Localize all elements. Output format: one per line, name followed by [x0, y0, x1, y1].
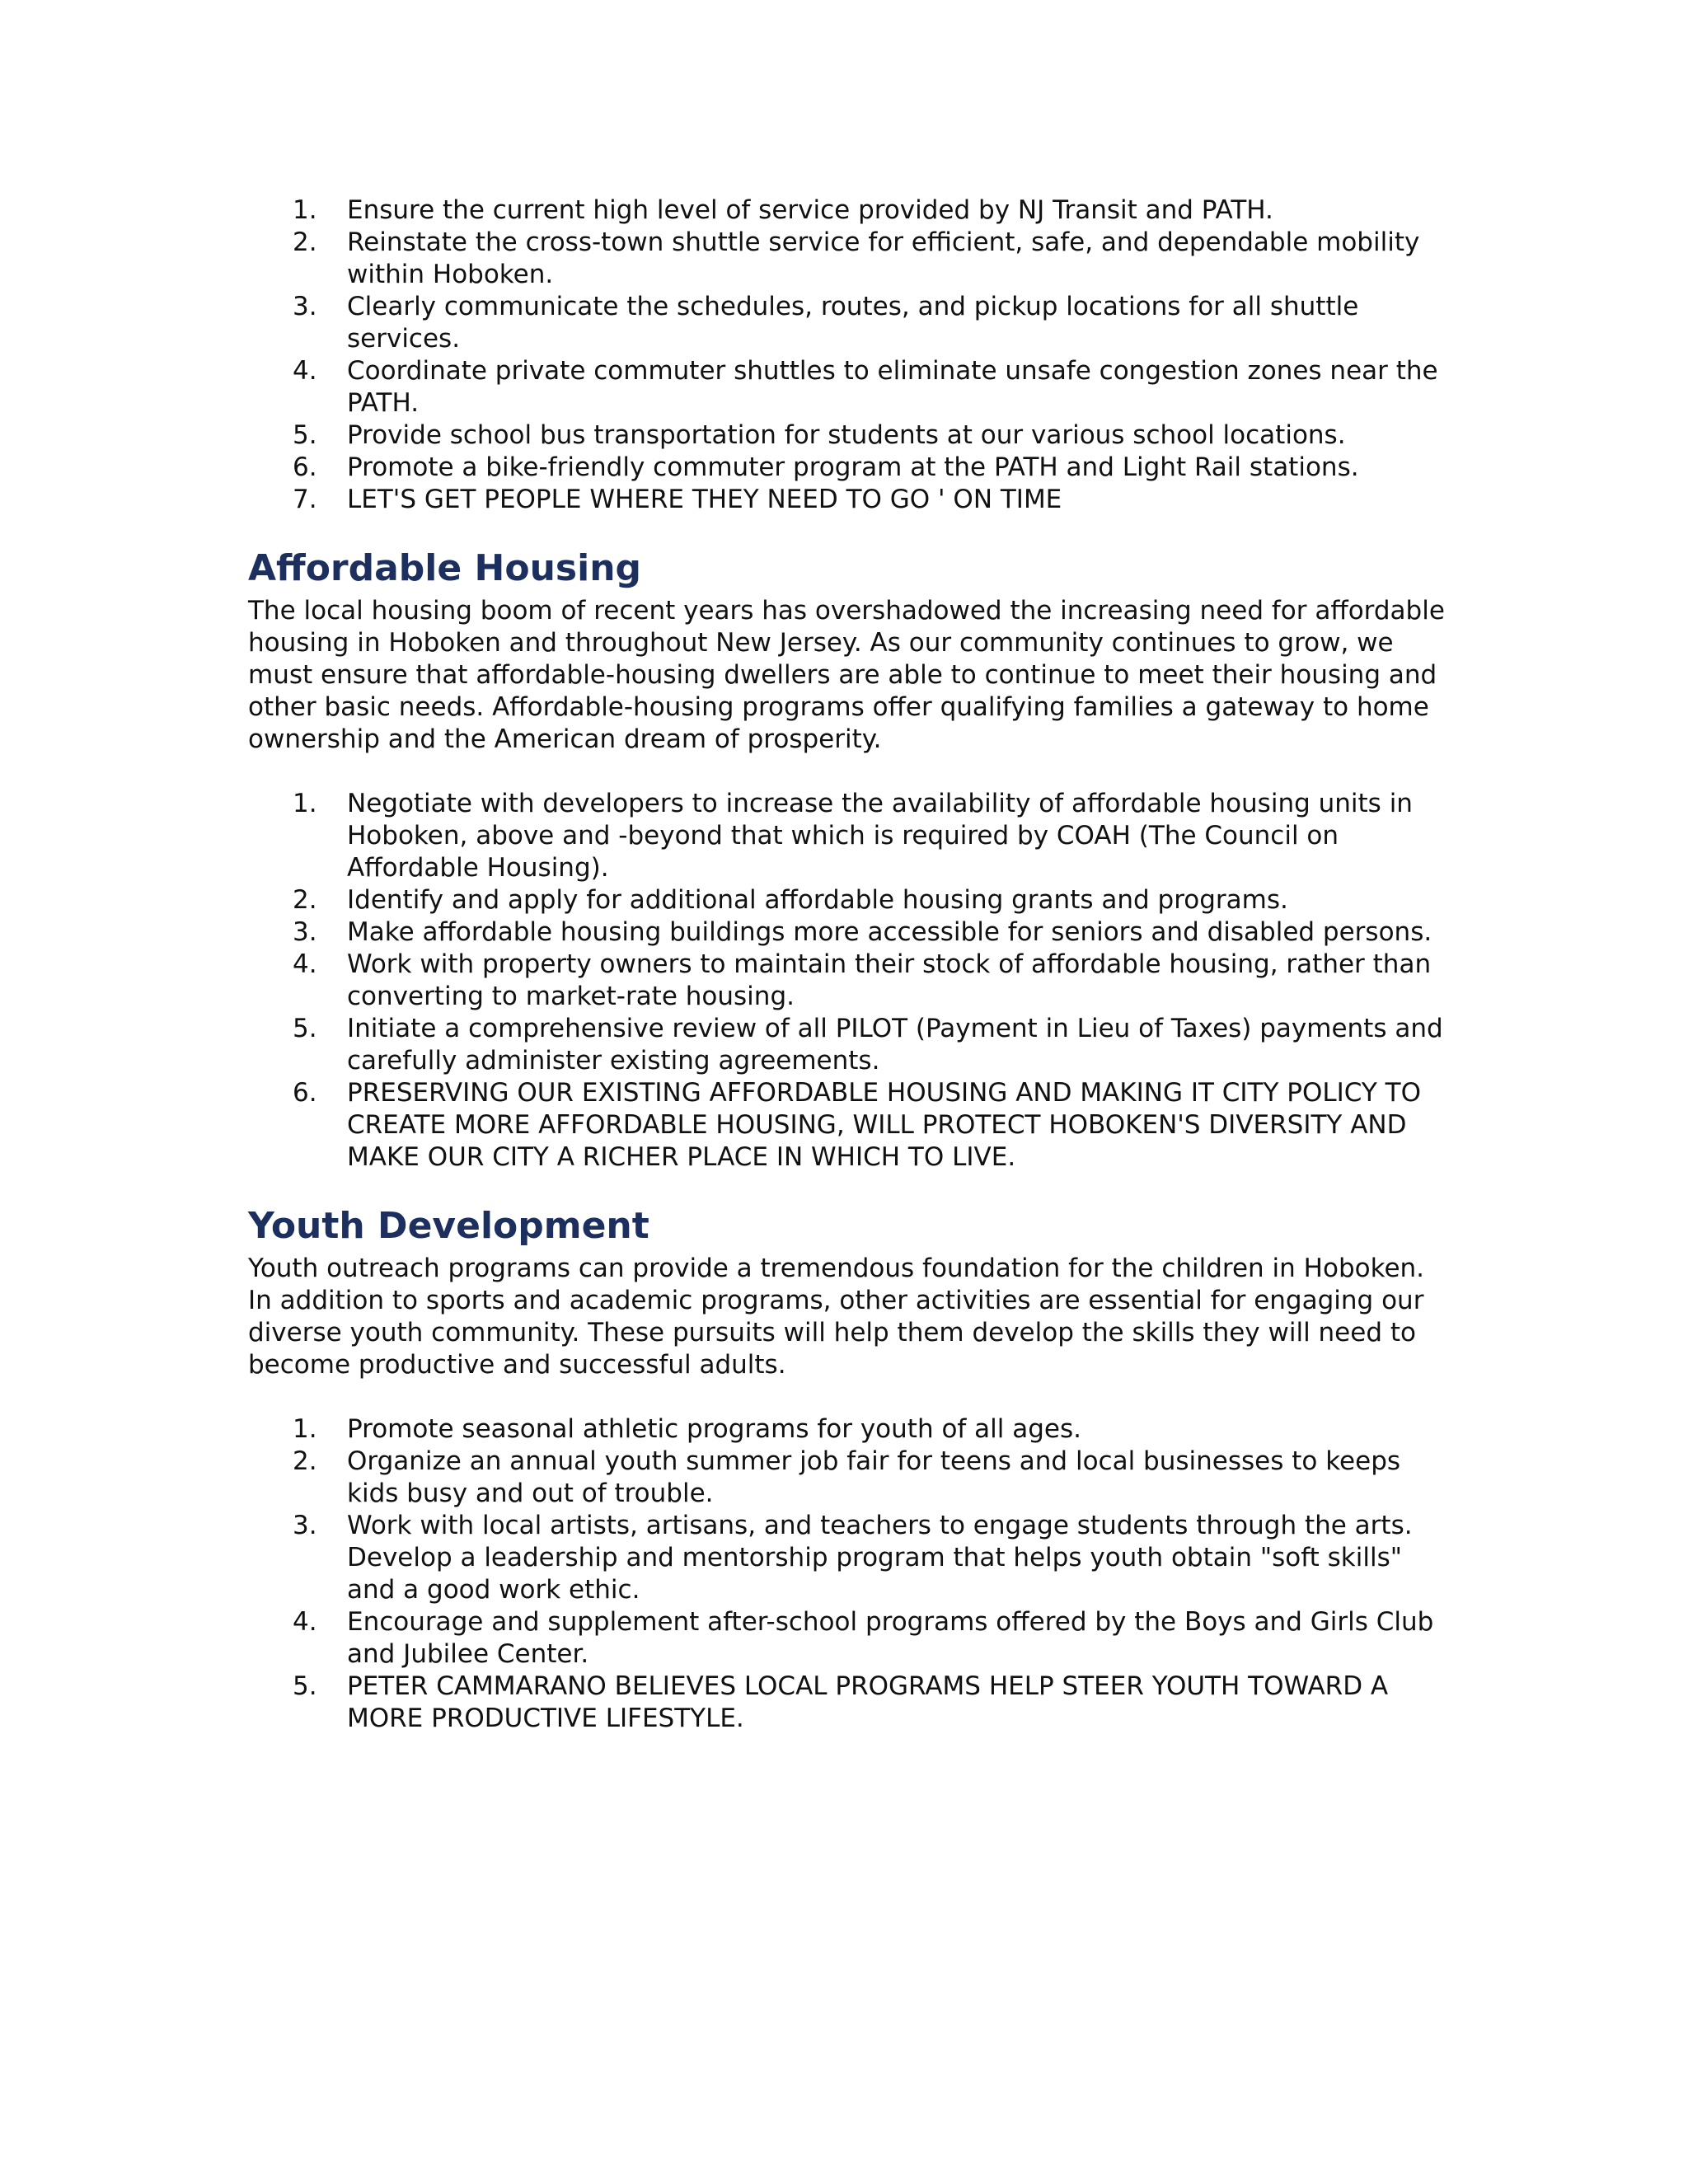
item-text: LET'S GET PEOPLE WHERE THEY NEED TO GO ' ON TIME: [347, 485, 1062, 514]
list-item: [248, 1606, 1451, 1671]
item-number: 1.: [293, 1414, 317, 1444]
list-item: [248, 788, 1451, 884]
item-text: Provide school bus transportation for students at our various school locations.: [347, 420, 1346, 450]
item-text: Promote seasonal athletic programs for youth of all ages.: [347, 1414, 1082, 1444]
section-intro-affordable-housing: The local housing boom of recent years has overshadowed the increasing need for affordable housing in Hoboken and throughout New Jersey. As our community continues to grow, we must ensure that affordable-housing dwellers are able to continue to meet their housing and other basic needs. Affordable-housing programs offer qualifying families a gateway to home ownership and the American dream of prosperity.: [248, 596, 1445, 754]
list-item: [248, 1671, 1451, 1735]
list-item: [248, 1013, 1451, 1077]
document-page: [248, 194, 1451, 1735]
item-number: 1.: [293, 789, 317, 818]
affordable-housing-list: [248, 788, 1451, 1174]
list-item: [248, 1510, 1451, 1606]
section-intro-youth-development: Youth outreach programs can provide a tremendous foundation for the children in Hoboken. In addition to sports and academic programs, other activities are essential for engaging our diverse youth community. These pursuits will help them develop the skills they will need to become productive and successful adults.: [248, 1254, 1425, 1380]
transportation-list: [248, 194, 1451, 516]
youth-development-list: [248, 1413, 1451, 1735]
list-item: [248, 355, 1451, 419]
item-number: 4.: [293, 949, 317, 979]
item-number: 4.: [293, 356, 317, 386]
item-number: 5.: [293, 420, 317, 450]
item-number: 7.: [293, 485, 317, 514]
list-item: [248, 484, 1451, 516]
item-number: 5.: [293, 1671, 317, 1701]
item-text: Identify and apply for additional affordable housing grants and programs.: [347, 885, 1288, 915]
item-number: 3.: [293, 292, 317, 321]
item-text: Make affordable housing buildings more accessible for seniors and disabled persons.: [347, 917, 1432, 947]
item-number: 3.: [293, 917, 317, 947]
item-number: 2.: [293, 885, 317, 915]
item-text: Work with property owners to maintain their stock of affordable housing, rather than converting to market-rate housing.: [347, 949, 1432, 1011]
list-item: [248, 884, 1451, 916]
item-number: 2.: [293, 1446, 317, 1476]
item-text: Reinstate the cross-town shuttle service for efficient, safe, and dependable mobility within Hoboken.: [347, 227, 1420, 289]
item-text: PRESERVING OUR EXISTING AFFORDABLE HOUSING AND MAKING IT CITY POLICY TO CREATE MORE AFFORDABLE HOUSING, WILL PROTECT HOBOKEN'S DIVERSITY AND MAKE OUR CITY A RICHER PLACE IN WHICH TO LIVE.: [347, 1078, 1422, 1172]
item-number: 6.: [293, 452, 317, 482]
item-number: 4.: [293, 1607, 317, 1637]
list-item: [248, 1077, 1451, 1174]
item-text: Promote a bike-friendly commuter program at the PATH and Light Rail stations.: [347, 452, 1359, 482]
list-item: [248, 452, 1451, 484]
list-item: [248, 1446, 1451, 1510]
list-item: [248, 194, 1451, 227]
item-text: Ensure the current high level of service provided by NJ Transit and PATH.: [347, 195, 1273, 225]
item-text: Encourage and supplement after-school programs offered by the Boys and Girls Club and Jubilee Center.: [347, 1607, 1434, 1669]
section-heading-youth-development: Youth Development: [248, 1205, 649, 1247]
item-number: 5.: [293, 1014, 317, 1043]
item-text: Negotiate with developers to increase the availability of affordable housing units in Hoboken, above and -beyond that which is required by COAH (The Council on Affordable Housing).: [347, 789, 1413, 883]
item-text: Initiate a comprehensive review of all PILOT (Payment in Lieu of Taxes) payments and carefully administer existing agreements.: [347, 1014, 1443, 1076]
item-number: 2.: [293, 227, 317, 257]
item-text: Work with local artists, artisans, and teachers to engage students through the arts. Develop a leadership and mentorship program that helps youth obtain "soft skills" and a good work ethic.: [347, 1511, 1413, 1605]
item-text: Coordinate private commuter shuttles to eliminate unsafe congestion zones near the PATH.: [347, 356, 1438, 418]
list-item: [248, 291, 1451, 355]
list-item: [248, 1413, 1451, 1446]
list-item: [248, 949, 1451, 1013]
item-text: Organize an annual youth summer job fair for teens and local businesses to keeps kids busy and out of trouble.: [347, 1446, 1401, 1508]
list-item: [248, 916, 1451, 949]
item-number: 6.: [293, 1078, 317, 1108]
item-number: 1.: [293, 195, 317, 225]
item-text: Clearly communicate the schedules, routes, and pickup locations for all shuttle services.: [347, 292, 1359, 354]
list-item: [248, 227, 1451, 291]
section-heading-affordable-housing: Affordable Housing: [248, 547, 642, 589]
list-item: [248, 419, 1451, 452]
item-number: 3.: [293, 1511, 317, 1540]
item-text: PETER CAMMARANO BELIEVES LOCAL PROGRAMS HELP STEER YOUTH TOWARD A MORE PRODUCTIVE LIFESTYLE.: [347, 1671, 1389, 1733]
